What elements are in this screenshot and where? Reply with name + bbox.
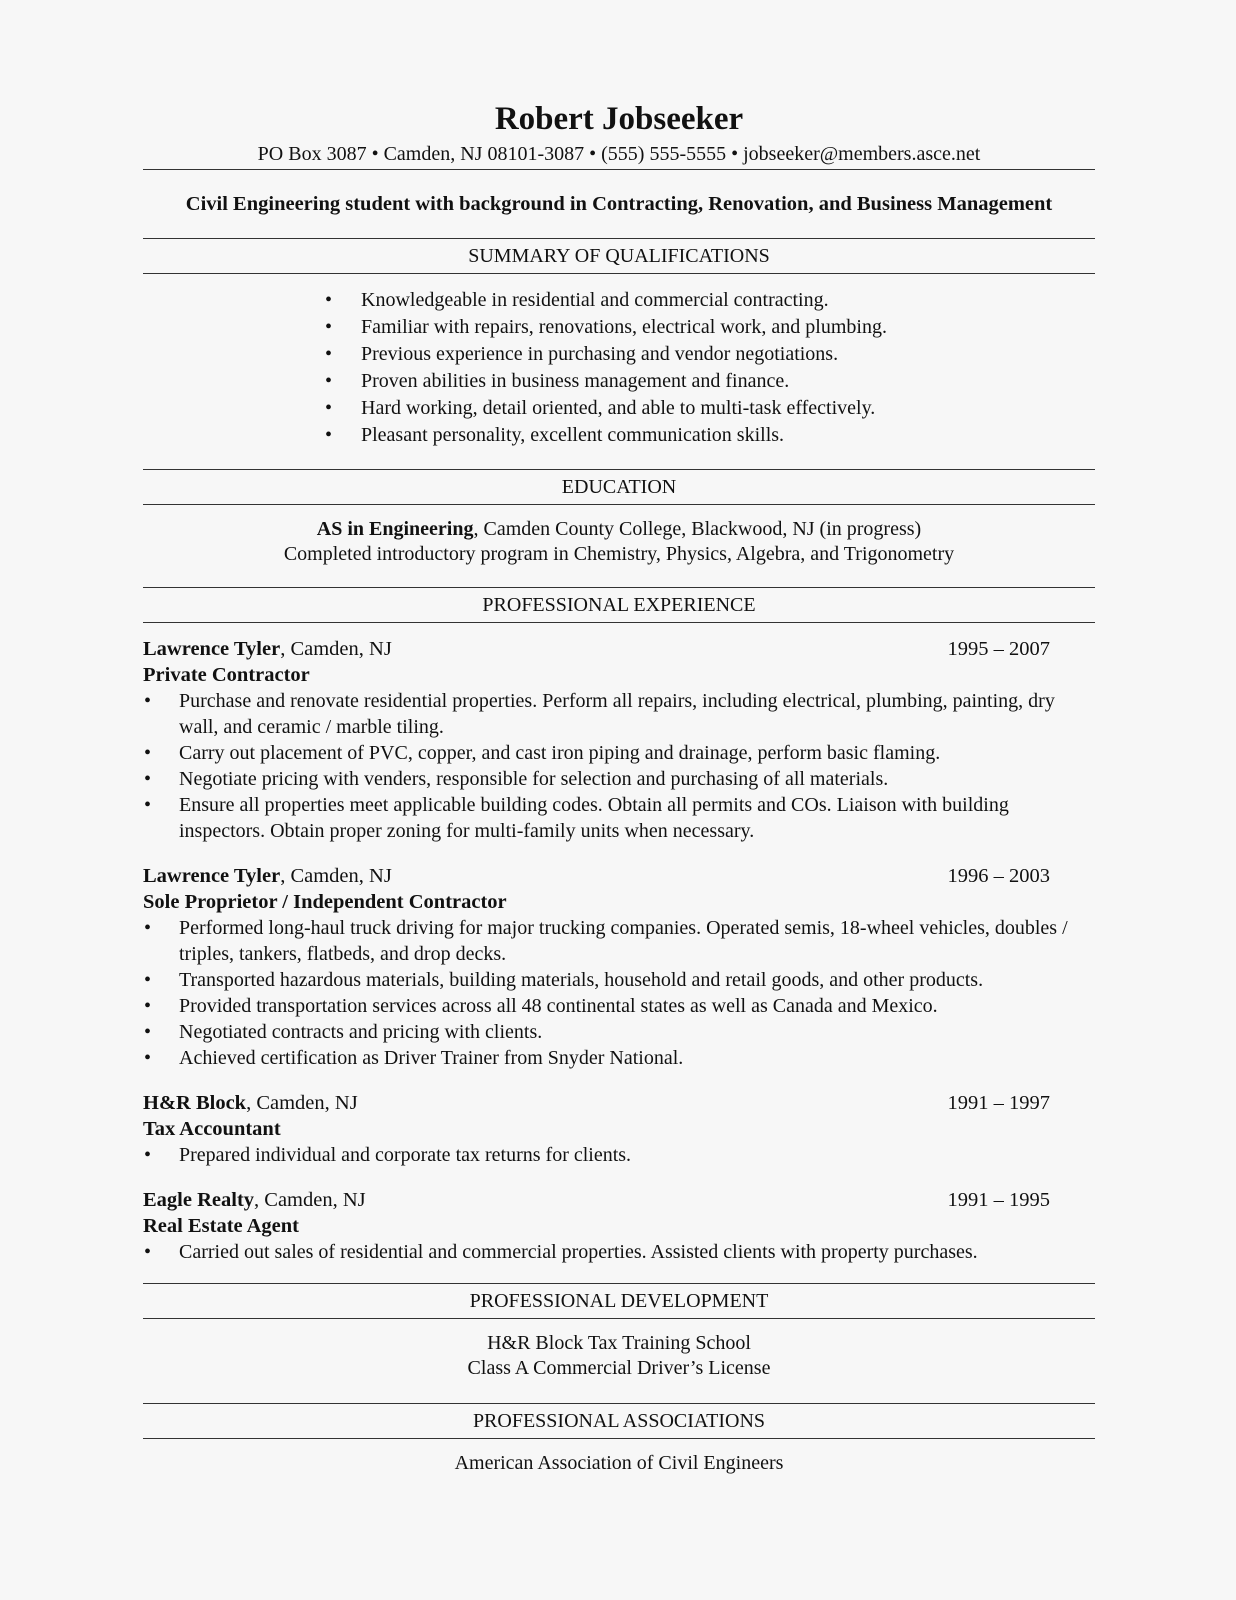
objective-tagline: Civil Engineering student with background in Contracting, Renovation, and Business Management xyxy=(185,193,1053,215)
development-list xyxy=(143,1331,1095,1381)
job-employer: Lawrence Tyler xyxy=(143,865,281,887)
job-duty-item: • Prepared individual and corporate tax returns for clients. xyxy=(143,1142,1095,1168)
job-dates: 1991 – 1995 xyxy=(947,1189,1050,1211)
qualification-item: • Proven abilities in business management and finance. xyxy=(325,368,1095,395)
job-location: , Camden, NJ xyxy=(280,638,392,660)
job-entry xyxy=(143,636,1095,844)
qualification-item: • Pleasant personality, excellent communication skills. xyxy=(325,422,1095,449)
job-employer-line xyxy=(143,636,392,662)
job-employer-line xyxy=(143,1090,358,1116)
job-location: , Camden, NJ xyxy=(246,1092,358,1114)
education-degree-line xyxy=(143,517,1095,542)
education-degree: AS in Engineering xyxy=(316,518,474,540)
job-duty-item: • Transported hazardous materials, building materials, household and retail goods, and other products. xyxy=(143,967,1095,993)
association-item: American Association of Civil Engineers xyxy=(454,1452,784,1474)
job-header xyxy=(143,1187,1095,1213)
candidate-name: Robert Jobseeker xyxy=(494,101,744,137)
job-entry xyxy=(143,1187,1095,1265)
job-duty-item: • Negotiate pricing with venders, responsible for selection and purchasing of all materials. xyxy=(143,766,1095,792)
section-heading-qualifications: SUMMARY OF QUALIFICATIONS xyxy=(143,238,1095,274)
job-duty-item: • Carried out sales of residential and commercial properties. Assisted clients with property purchases. xyxy=(143,1239,1095,1265)
job-location: , Camden, NJ xyxy=(280,865,392,887)
job-duty-item: • Carry out placement of PVC, copper, and cast iron piping and drainage, perform basic flaming. xyxy=(143,740,1095,766)
qualification-item: • Previous experience in purchasing and vendor negotiations. xyxy=(325,341,1095,368)
job-duty-item: • Ensure all properties meet applicable building codes. Obtain all permits and COs. Liaison with building inspectors. Obtain proper zoning for multi-family units when necessary. xyxy=(143,792,1095,844)
job-employer-line xyxy=(143,863,392,889)
qualifications-list xyxy=(143,287,1095,449)
job-duties xyxy=(143,1239,1095,1265)
qualification-item: • Knowledgeable in residential and commercial contracting. xyxy=(325,287,1095,314)
job-employer: Lawrence Tyler xyxy=(143,638,281,660)
job-duties xyxy=(143,688,1095,844)
development-item: Class A Commercial Driver’s License xyxy=(467,1357,771,1379)
job-header xyxy=(143,863,1095,889)
job-entry xyxy=(143,1090,1095,1168)
contact-line: PO Box 3087 • Camden, NJ 08101-3087 • (555) 555-5555 • jobseeker@members.asce.net xyxy=(257,143,981,165)
associations-list xyxy=(143,1451,1095,1476)
job-title: Real Estate Agent xyxy=(143,1215,300,1237)
education-entry xyxy=(143,517,1095,567)
qualification-item: • Hard working, detail oriented, and able to multi-task effectively. xyxy=(325,395,1095,422)
section-heading-associations: PROFESSIONAL ASSOCIATIONS xyxy=(143,1403,1095,1439)
job-location: , Camden, NJ xyxy=(254,1189,366,1211)
education-detail: Completed introductory program in Chemistry, Physics, Algebra, and Trigonometry xyxy=(283,543,955,565)
job-employer: Eagle Realty xyxy=(143,1189,255,1211)
job-entry xyxy=(143,863,1095,1071)
job-duties xyxy=(143,915,1095,1071)
section-heading-development: PROFESSIONAL DEVELOPMENT xyxy=(143,1283,1095,1319)
header-divider xyxy=(143,169,1095,170)
qualification-item: • Familiar with repairs, renovations, electrical work, and plumbing. xyxy=(325,314,1095,341)
development-item: H&R Block Tax Training School xyxy=(487,1332,751,1354)
job-dates: 1996 – 2003 xyxy=(947,865,1050,887)
job-duties xyxy=(143,1142,1095,1168)
job-duty-item: • Achieved certification as Driver Trainer from Snyder National. xyxy=(143,1045,1095,1071)
job-employer-line xyxy=(143,1187,366,1213)
job-duty-item: • Provided transportation services across all 48 continental states as well as Canada and Mexico. xyxy=(143,993,1095,1019)
job-title: Tax Accountant xyxy=(143,1118,281,1140)
job-header xyxy=(143,1090,1095,1116)
education-school: , Camden County College, Blackwood, NJ (in progress) xyxy=(473,518,922,540)
job-duty-item: • Purchase and renovate residential properties. Perform all repairs, including electrical, plumbing, painting, dry wall, and ceramic / marble tiling. xyxy=(143,688,1095,740)
job-employer: H&R Block xyxy=(143,1092,247,1114)
resume-content xyxy=(143,100,1095,1476)
job-dates: 1991 – 1997 xyxy=(947,1092,1050,1114)
section-heading-education: EDUCATION xyxy=(143,469,1095,505)
job-dates: 1995 – 2007 xyxy=(947,638,1050,660)
job-duty-item: • Negotiated contracts and pricing with clients. xyxy=(143,1019,1095,1045)
section-heading-experience: PROFESSIONAL EXPERIENCE xyxy=(143,587,1095,623)
job-duty-item: • Performed long-haul truck driving for major trucking companies. Operated semis, 18-wheel vehicles, doubles / triples, tankers, flatbeds, and drop decks. xyxy=(143,915,1095,967)
job-title: Sole Proprietor / Independent Contractor xyxy=(143,891,507,913)
job-title: Private Contractor xyxy=(143,664,310,686)
job-header xyxy=(143,636,1095,662)
